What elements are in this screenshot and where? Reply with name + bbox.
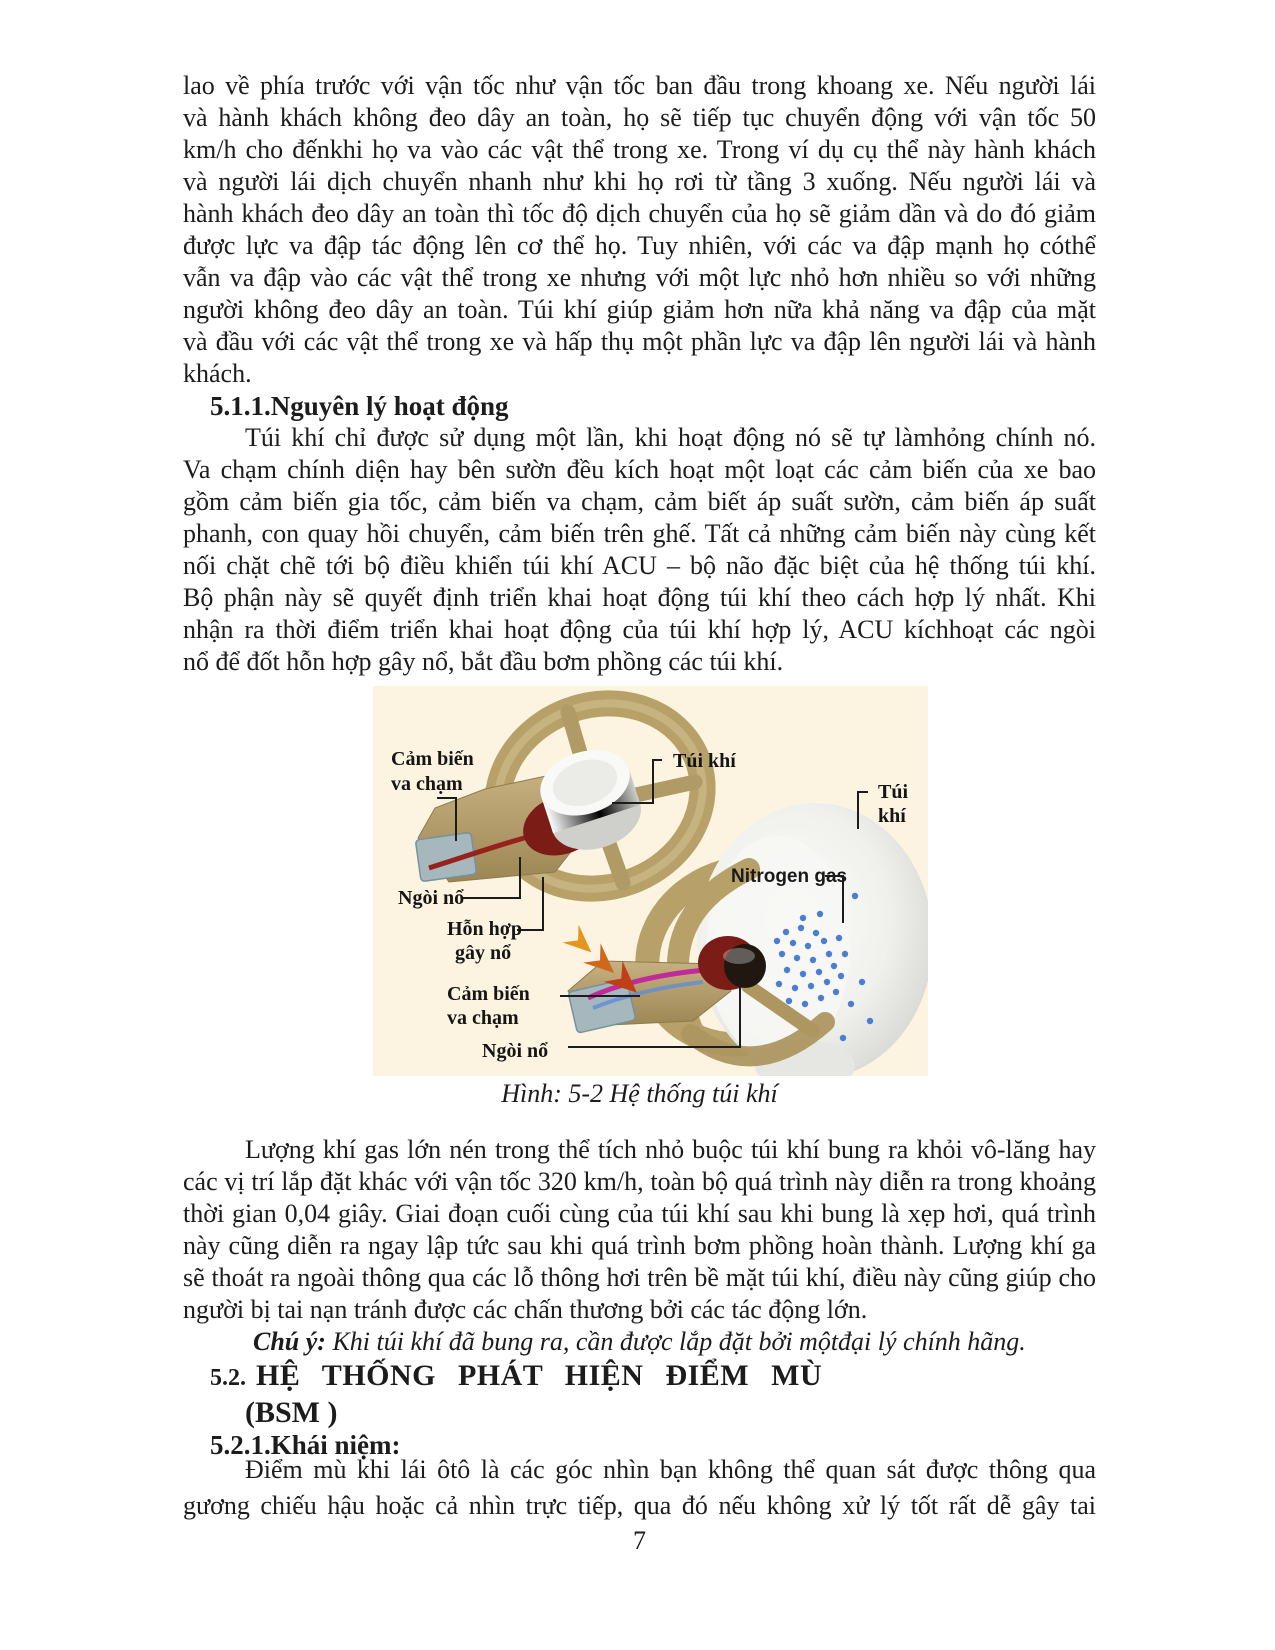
heading-5-2-title: HỆ THỐNG PHÁT HIỆN ĐIỂM MÙ xyxy=(256,1359,823,1392)
note-text: Khi túi khí đã bung ra, cần được lắp đặt bởi mộtđại lý chính hãng. xyxy=(325,1327,1026,1356)
figure-label-igniter-bottom: Ngòi nổ xyxy=(482,1040,549,1062)
text-line: vẫn va đập vào các vật thể trong xe nhưng với một lực nhỏ hơn nhiều so với những xyxy=(183,263,1096,292)
text-line: và người lái dịch chuyển nhanh như khi họ rơi từ tầng 3 xuống. Nếu người lái và xyxy=(183,167,1096,196)
text-line: người không đeo dây an toàn. Túi khí giúp giảm hơn nữa khả năng va đập của mặt xyxy=(183,295,1096,324)
heading-5-1-1: 5.1.1.Nguyên lý hoạt động xyxy=(210,391,509,421)
text-line: nổ để đốt hỗn hợp gây nổ, bắt đầu bơm phồng các túi khí. xyxy=(183,647,784,676)
text-line: lao về phía trước với vận tốc như vận tốc ban đầu trong khoang xe. Nếu người lái xyxy=(183,71,1096,100)
text-line: các vị trí lắp đặt khác với vận tốc 320 km/h, toàn bộ quá trình này diễn ra trong khoảng xyxy=(183,1167,1096,1196)
text-line: Lượng khí gas lớn nén trong thể tích nhỏ buộc túi khí bung ra khỏi vô-lăng hay xyxy=(245,1135,1096,1164)
text-line: người bị tai nạn tránh được các chấn thương bởi các tác động lớn. xyxy=(183,1295,868,1324)
figure-label-igniter-left: Ngòi nổ xyxy=(398,887,465,909)
text-line: Bộ phận này sẽ quyết định triển khai hoạt động túi khí theo cách hợp lý nhất. Khi xyxy=(183,583,1096,612)
figure-label-nitrogen-gas: Nitrogen gas xyxy=(731,866,848,887)
text-line: gương chiếu hậu hoặc cả nhìn trực tiếp, qua đó nếu không xử lý tốt rất dễ gây tai xyxy=(183,1491,1096,1520)
note-line xyxy=(183,1326,1096,1358)
text-line: hành khách đeo dây an toàn thì tốc độ dịch chuyển của họ sẽ giảm dần và do đó giảm xyxy=(183,199,1096,228)
text-line: và đầu với các vật thể trong xe và hấp thụ một phần lực va đập lên người lái và hành xyxy=(183,327,1096,356)
heading-5-2-subtitle: (BSM ) xyxy=(245,1396,338,1429)
text-line: sẽ thoát ra ngoài thông qua các lỗ thông hơi trên bề mặt túi khí, điều này cũng giúp cho xyxy=(183,1263,1096,1292)
text-line: Túi khí chỉ được sử dụng một lần, khi hoạt động nó sẽ tự làmhỏng chính nó. xyxy=(245,423,1096,452)
figure-label-crash-sensor-top-line1: Cảm biến xyxy=(391,748,474,770)
figure-label-airbag-right-line1: Túi xyxy=(878,781,909,803)
text-line: km/h cho đếnkhi họ va vào các vật thể trong xe. Trong ví dụ cụ thể này hành khách xyxy=(183,135,1096,164)
paragraph-airbag-intro xyxy=(183,70,1096,390)
text-line: Va chạm chính diện hay bên sườn đều kích hoạt một loạt các cảm biến của xe bao xyxy=(183,455,1096,484)
figure-label-explosive-line2: gây nổ xyxy=(455,942,512,964)
heading-5-2 xyxy=(210,1358,1096,1396)
text-line: nối chặt chẽ tới bộ điều khiển túi khí ACU – bộ não đặc biệt của hệ thống túi khí. xyxy=(183,551,1096,580)
text-line: khách. xyxy=(183,359,252,388)
airbag-figure-canvas xyxy=(373,686,928,1076)
figure-caption: Hình: 5-2 Hệ thống túi khí xyxy=(501,1079,778,1108)
text-line: và hành khách không đeo dây an toàn, họ sẽ tiếp tục chuyển động với vận tốc 50 xyxy=(183,103,1096,132)
figure-label-airbag-top: Túi khí xyxy=(673,750,736,772)
text-line: thời gian 0,04 giây. Giai đoạn cuối cùng của túi khí sau khi bung là xẹp hơi, quá trình xyxy=(183,1199,1096,1228)
figure-airbag-system xyxy=(373,686,928,1076)
figure-label-airbag-right-line2: khí xyxy=(878,805,906,827)
text-line: này cũng diễn ra ngay lập tức sau khi quá trình bơm phồng hoàn thành. Lượng khí ga xyxy=(183,1231,1096,1260)
text-line: gồm cảm biến gia tốc, cảm biến va chạm, cảm biết áp suất sườn, cảm biến áp suất xyxy=(183,487,1096,516)
text-line: nhận ra thời điểm triển khai hoạt động của túi khí hợp lý, ACU kíchhoạt các ngòi xyxy=(183,615,1096,644)
heading-5-2-1: 5.2.1.Khái niệm: xyxy=(210,1430,401,1460)
page-number: 7 xyxy=(633,1526,646,1555)
figure-label-explosive-line1: Hỗn hợp xyxy=(447,918,522,940)
text-line: Điểm mù khi lái ôtô là các góc nhìn bạn không thể quan sát được thông qua xyxy=(245,1455,1096,1484)
figure-label-crash-sensor-bottom-line2: va chạm xyxy=(447,1007,519,1029)
text-line: phanh, con quay hồi chuyển, cảm biến trên ghế. Tất cả những cảm biến này cùng kết xyxy=(183,519,1096,548)
paragraph-blind-spot-intro xyxy=(183,1452,1096,1524)
note-label: Chú ý: xyxy=(253,1327,326,1356)
paragraph-deployment-speed xyxy=(183,1134,1096,1326)
text-line: được lực va đập tác động lên cơ thể họ. Tuy nhiên, với các va đập mạnh họ cóthể xyxy=(183,231,1096,260)
figure-label-crash-sensor-top-line2: va chạm xyxy=(391,773,463,795)
figure-label-crash-sensor-bottom-line1: Cảm biến xyxy=(447,983,530,1005)
paragraph-operating-principle xyxy=(183,422,1096,678)
heading-5-2-number: 5.2. xyxy=(210,1365,246,1391)
